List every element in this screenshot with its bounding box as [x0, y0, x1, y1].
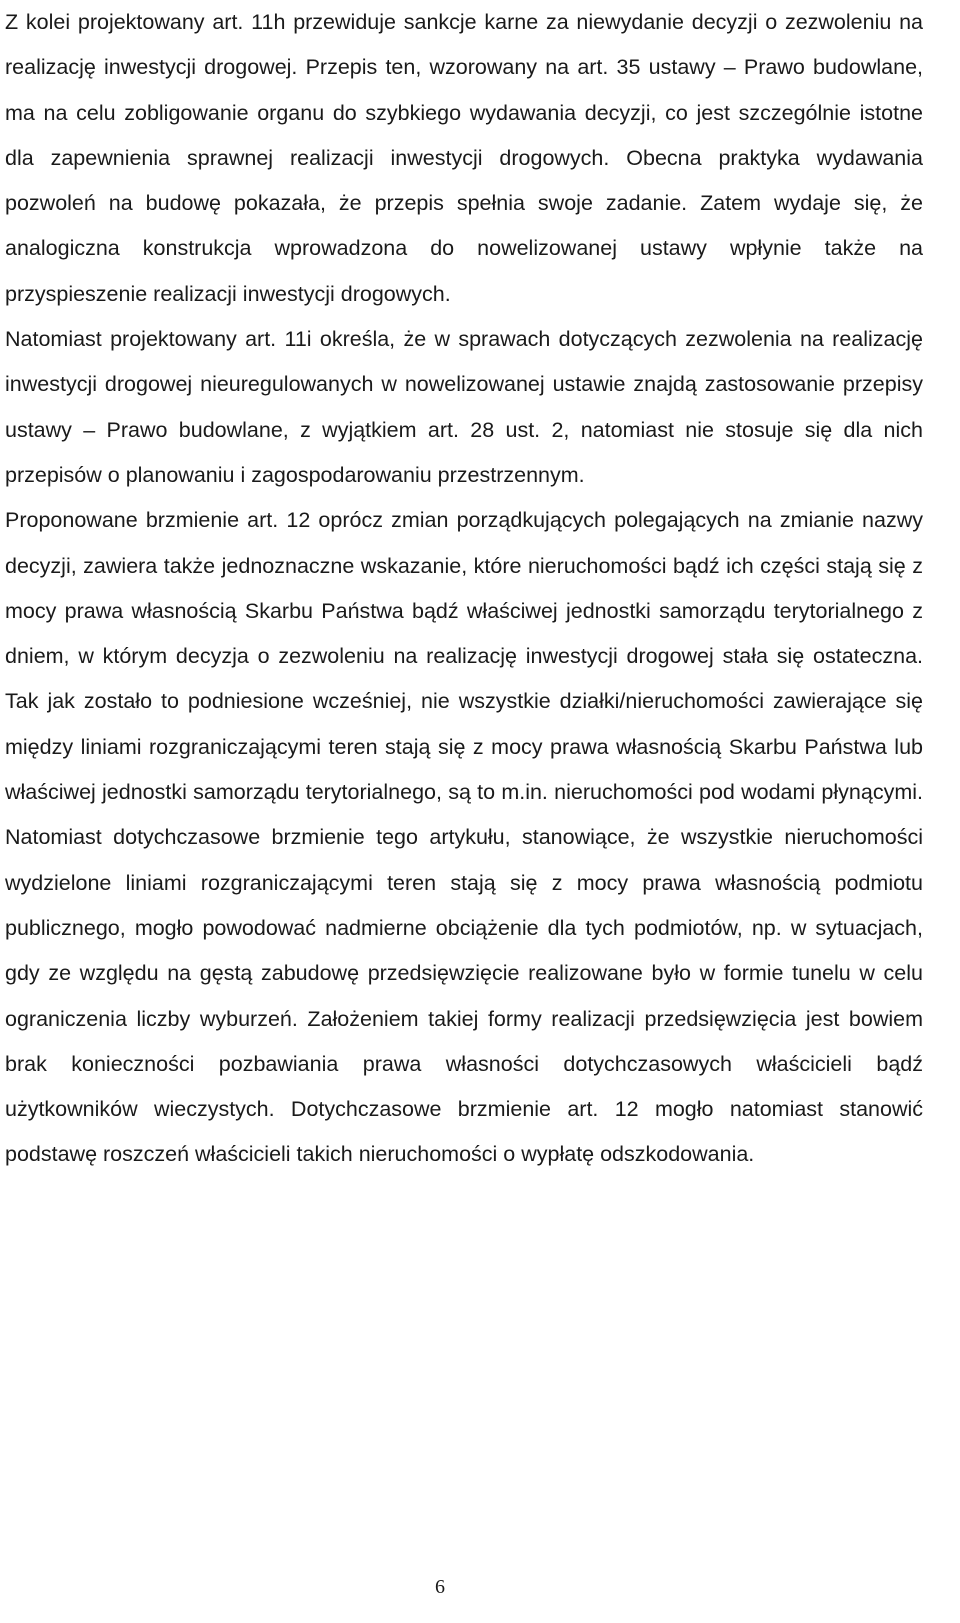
document-body [5, 0, 923, 1178]
page-number: 6 [435, 1576, 445, 1598]
paragraph-art-11h: Z kolei projektowany art. 11h przewiduje sankcje karne za niewydanie decyzji o zezwoleniu na realizację inwestycji drogowej. Przepis ten, wzorowany na art. 35 ustawy – Prawo budowlane, ma na celu zobligowanie organu do szybkiego wydawania decyzji, co jest szczególnie istotne dla zapewnienia sprawnej realizacji inwestycji drogowych. Obecna praktyka wydawania pozwoleń na budowę pokazała, że przepis spełnia swoje zadanie. Zatem wydaje się, że analogiczna konstrukcja wprowadzona do nowelizowanej ustawy wpłynie także na przyspieszenie realizacji inwestycji drogowych. [5, 10, 923, 306]
paragraph-art-12: Proponowane brzmienie art. 12 oprócz zmian porządkujących polegających na zmianie nazwy decyzji, zawiera także jednoznaczne wskazanie, które nieruchomości bądź ich części stają się z mocy prawa własnością Skarbu Państwa bądź właściwej jednostki samorządu terytorialnego z dniem, w którym decyzja o zezwoleniu na realizację inwestycji drogowej stała się ostateczna. Tak jak zostało to podniesione wcześniej, nie wszystkie działki/nieruchomości zawierające się między liniami rozgraniczającymi teren stają się z mocy prawa własnością Skarbu Państwa lub właściwej jednostki samorządu terytorialnego, są to m.in. nieruchomości pod wodami płynącymi. Natomiast dotychczasowe brzmienie tego artykułu, stanowiące, że wszystkie nieruchomości wydzielone liniami rozgraniczającymi teren stają się z mocy prawa własnością podmiotu publicznego, mogło powodować nadmierne obciążenie dla tych podmiotów, np. w sytuacjach, gdy ze względu na gęstą zabudowę przedsięwzięcie realizowane było w formie tunelu w celu ograniczenia liczby wyburzeń. Założeniem takiej formy realizacji przedsięwzięcia jest bowiem brak konieczności pozbawiania prawa własności dotychczasowych właścicieli bądź użytkowników wieczystych. Dotychczasowe brzmienie art. 12 mogło natomiast stanowić podstawę roszczeń właścicieli takich nieruchomości o wypłatę odszkodowania. [5, 508, 923, 1167]
paragraph-art-11i: Natomiast projektowany art. 11i określa, że w sprawach dotyczących zezwolenia na realizację inwestycji drogowej nieuregulowanych w nowelizowanej ustawie znajdą zastosowanie przepisy ustawy – Prawo budowlane, z wyjątkiem art. 28 ust. 2, natomiast nie stosuje się dla nich przepisów o planowaniu i zagospodarowaniu przestrzennym. [5, 327, 923, 487]
